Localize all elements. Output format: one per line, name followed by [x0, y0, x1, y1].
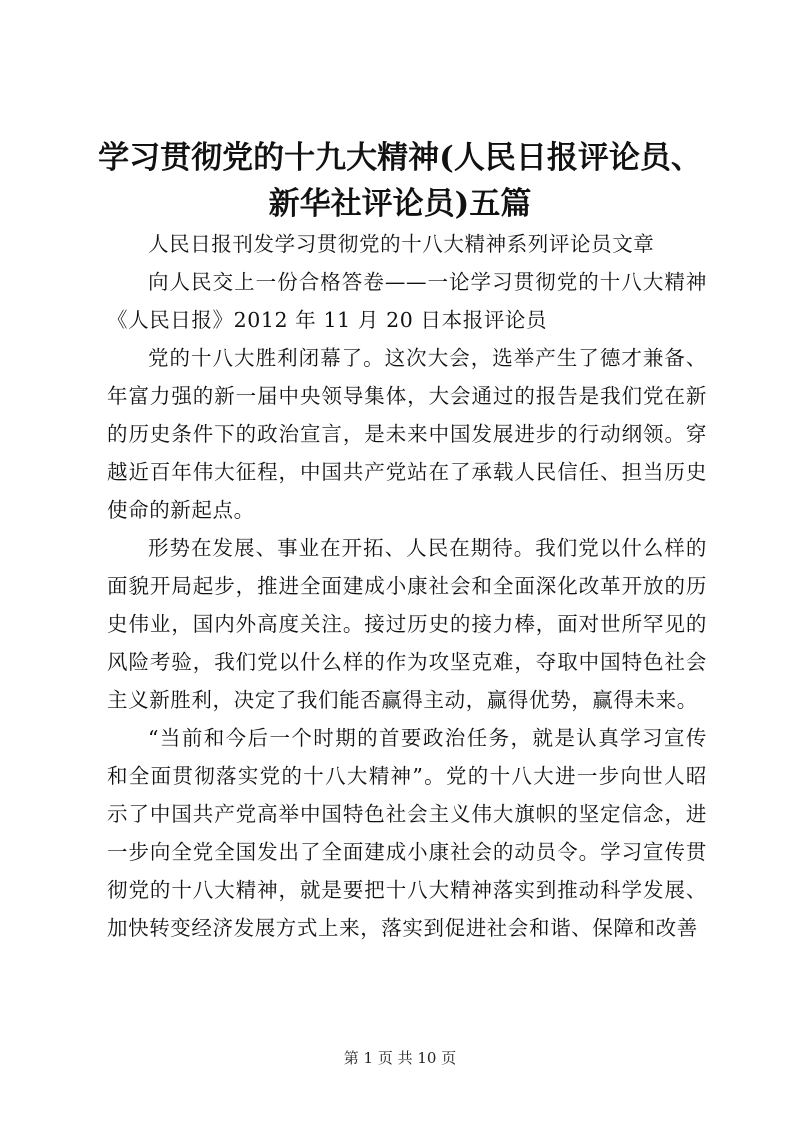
- paragraph: “当前和今后一个时期的首要政治任务，就是认真学习宣传和全面贯彻落实党的十八大精神”。党的十八大进一步向世人昭示了中国共产党高举中国特色社会主义伟大旗帜的坚定信念，进一步向全党全国发出了全面建成小康社会的动员令。学习宣传贯彻党的十八大精神，就是要把十八大精神落实到推动科学发展、加快转变经济发展方式上来，落实到促进社会和谐、保障和改善: [107, 726, 707, 940]
- document-title-line-1: 学习贯彻党的十九大精神(人民日报评论员、: [98, 140, 702, 176]
- paragraph: 人民日报刊发学习贯彻党的十八大精神系列评论员文章: [148, 232, 655, 256]
- document-title-line-2: 新华社评论员)五篇: [268, 186, 532, 222]
- page-number-footer: 第 1 页 共 10 页: [343, 1049, 457, 1067]
- paragraph: 形势在发展、事业在开拓、人民在期待。我们党以什么样的面貌开局起步，推进全面建成小康社会和全面深化改革开放的历史伟业，国内外高度关注。接过历史的接力棒，面对世所罕见的风险考验，我们党以什么样的作为攻坚克难，夺取中国特色社会主义新胜利，决定了我们能否赢得主动，赢得优势，赢得未来。: [107, 536, 707, 712]
- document-body: [107, 225, 707, 947]
- paragraph: 向人民交上一份合格答卷——一论学习贯彻党的十八大精神《人民日报》2012 年 11 月 20 日本报评论员: [107, 270, 707, 332]
- paragraph: 党的十八大胜利闭幕了。这次大会，选举产生了德才兼备、年富力强的新一届中央领导集体，大会通过的报告是我们党在新的历史条件下的政治宣言，是未来中国发展进步的行动纲领。穿越近百年伟大征程，中国共产党站在了承载人民信任、担当历史使命的新起点。: [107, 346, 707, 522]
